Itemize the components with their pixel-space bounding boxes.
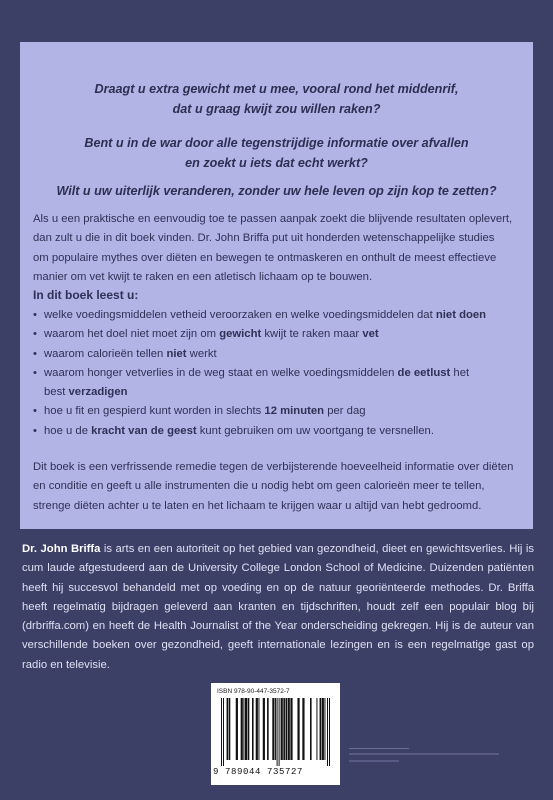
text-segment: kunt gebruiken om uw voortgang te versnellen. bbox=[196, 424, 434, 437]
list-item-text bbox=[44, 345, 217, 364]
barcode-guard-bar bbox=[327, 698, 328, 766]
list-item bbox=[33, 364, 523, 383]
bullet-dot: • bbox=[33, 347, 37, 360]
fine-print-line bbox=[349, 753, 499, 755]
list-item-text bbox=[44, 364, 469, 383]
question-1 bbox=[20, 79, 533, 119]
barcode-bar bbox=[252, 698, 254, 760]
text-segment: waarom honger vetverlies in de weg staat en welke voedingsmiddelen bbox=[44, 366, 398, 379]
text-segment: welke voedingsmiddelen vetheid veroorzaken en welke voedingsmiddelen dat bbox=[44, 309, 436, 321]
question-3-line-1: Wilt u uw uiterlijk veranderen, zonder uw hele leven op zijn kop te zetten? bbox=[56, 184, 497, 198]
text-segment: waarom het doel niet moet zijn om bbox=[44, 328, 220, 341]
emphasis: vet bbox=[362, 328, 379, 341]
list-item bbox=[33, 422, 523, 441]
fine-print-line bbox=[349, 742, 409, 749]
barcode-bar bbox=[275, 698, 276, 760]
bullet-dot: • bbox=[33, 309, 37, 321]
barcode-bar bbox=[320, 698, 322, 760]
blurb-panel bbox=[20, 42, 533, 529]
barcode-bar bbox=[297, 698, 299, 760]
emphasis: niet bbox=[166, 347, 187, 360]
barcode-bars bbox=[219, 698, 332, 766]
barcode bbox=[211, 683, 340, 785]
outro-line: Dit boek is een verfrissende remedie tegen de verbijsterende hoeveelheid informatie over diëten bbox=[33, 461, 514, 473]
barcode-guard-bar bbox=[279, 698, 280, 766]
list-item-text bbox=[44, 383, 128, 402]
barcode-guard-bar bbox=[277, 698, 278, 766]
barcode-bar bbox=[229, 698, 231, 760]
bullet-dot: • bbox=[33, 405, 37, 418]
emphasis: de eetlust bbox=[397, 366, 451, 379]
list-item bbox=[33, 306, 523, 325]
bullet-dot: • bbox=[33, 328, 37, 341]
list-item bbox=[33, 383, 523, 402]
text-segment: het bbox=[450, 366, 470, 379]
list-heading: In dit boek leest u: bbox=[33, 288, 139, 302]
outro-line: en conditie en geeft u alle instrumenten die u nodig hebt om geen calorieën meer te tellen, bbox=[33, 480, 485, 493]
barcode-bar bbox=[245, 698, 247, 760]
barcode-bar bbox=[267, 698, 269, 760]
text-segment: hoe u fit en gespierd kunt worden in slechts bbox=[44, 405, 265, 418]
outro-line: strenge diëten achter u te laten en het lichaam te krijgen waar u altijd van hebt gedroomd. bbox=[33, 499, 482, 512]
barcode-bar bbox=[324, 698, 325, 760]
barcode-bar bbox=[258, 698, 259, 760]
question-3 bbox=[20, 170, 533, 201]
barcode-bar bbox=[272, 698, 274, 760]
author-bio bbox=[22, 540, 534, 675]
barcode-bar bbox=[322, 698, 324, 760]
barcode-bar bbox=[241, 698, 243, 760]
bullet-dot: • bbox=[33, 366, 37, 379]
emphasis: 12 minuten bbox=[264, 405, 325, 418]
fine-print-block bbox=[349, 742, 529, 762]
text-segment: hoe u de bbox=[44, 424, 92, 437]
text-segment: best bbox=[44, 386, 69, 399]
text-segment: per dag bbox=[324, 405, 366, 418]
barcode-guard-bar bbox=[221, 698, 222, 766]
emphasis: verzadigen bbox=[68, 386, 128, 399]
barcode-bar bbox=[290, 698, 292, 760]
barcode-bar bbox=[316, 698, 317, 760]
emphasis: gewicht bbox=[219, 328, 262, 341]
barcode-bar bbox=[248, 698, 250, 760]
barcode-bar bbox=[310, 698, 312, 760]
barcode-bar bbox=[283, 698, 285, 760]
list-item-text bbox=[44, 422, 434, 441]
text-segment: werkt bbox=[186, 347, 217, 360]
question-2 bbox=[20, 133, 533, 173]
intro-line: om populaire mythes over diëten en bewegen te ontmaskeren en onthult de meest effectieve bbox=[33, 251, 497, 264]
question-2-line-1: Bent u in de war door alle tegenstrijdige informatie over afvallen bbox=[84, 136, 469, 150]
barcode-bar bbox=[256, 698, 258, 760]
intro-paragraph bbox=[33, 210, 523, 287]
list-item-text bbox=[44, 306, 486, 325]
barcode-bar bbox=[227, 698, 229, 760]
barcode-bar bbox=[286, 698, 288, 760]
text-segment: kwijt te raken maar bbox=[261, 328, 363, 341]
bullet-dot bbox=[33, 383, 44, 402]
emphasis: kracht van de geest bbox=[91, 424, 197, 437]
barcode-bar bbox=[281, 698, 283, 760]
intro-line: dan zult u die in dit boek vinden. Dr. John Briffa put uit honderden wetenschappelijke studies bbox=[33, 232, 495, 245]
isbn-label: ISBN 978-90-447-3572-7 bbox=[217, 688, 290, 695]
author-name: Dr. John Briffa bbox=[22, 543, 101, 555]
list-item bbox=[33, 325, 523, 344]
feature-list bbox=[33, 306, 523, 441]
text-segment: waarom calorieën tellen bbox=[44, 347, 167, 360]
barcode-bar bbox=[263, 698, 265, 760]
list-item-text bbox=[44, 325, 379, 344]
list-item bbox=[33, 402, 523, 421]
barcode-guard-bar bbox=[223, 698, 224, 766]
question-2-line-2: en zoekt u iets dat echt werkt? bbox=[185, 156, 368, 170]
emphasis: niet doen bbox=[435, 309, 487, 321]
outro-paragraph bbox=[33, 458, 523, 516]
author-bio-text: is arts en een autoriteit op het gebied van gezondheid, dieet en gewichtsverlies. Hij is cum laude afgestudeerd aan de University College London School of Medicine. Duizenden patiënten heeft hij succesvol behandeld met op voeding en op de natuur georiënteerde methodes. Dr. Briffa heeft regelmatig bijdragen geleverd aan kranten en tijdschriften, houdt zelf een populair blog bij (drbriffa.com) en heeft de Health Journalist of the Year onderscheiding gekregen. Hij is de auteur van verschillende boeken over gezondheid, geeft internationale lezingen en is een regelmatige gast op radio en televisie. bbox=[22, 543, 534, 671]
barcode-guard-bar bbox=[329, 698, 330, 766]
barcode-bar bbox=[243, 698, 244, 760]
bullet-dot: • bbox=[33, 424, 37, 437]
fine-print-line bbox=[349, 760, 399, 762]
list-item-text bbox=[44, 402, 366, 421]
list-item bbox=[33, 345, 523, 364]
barcode-bar bbox=[236, 698, 238, 760]
intro-line: Als u een praktische en eenvoudig toe te passen aanpak zoekt die blijvende resultaten oplevert, bbox=[33, 213, 513, 225]
question-1-line-1: Draagt u extra gewicht met u mee, vooral rond het middenrif, bbox=[94, 82, 459, 96]
barcode-bar bbox=[302, 698, 304, 760]
intro-line: manier om vet kwijt te raken en een atletisch lichaam op te bouwen. bbox=[33, 270, 373, 283]
ean-digits: 9 789044 735727 bbox=[213, 767, 304, 777]
question-1-line-2: dat u graag kwijt zou willen raken? bbox=[172, 102, 381, 116]
barcode-bar bbox=[288, 698, 290, 760]
